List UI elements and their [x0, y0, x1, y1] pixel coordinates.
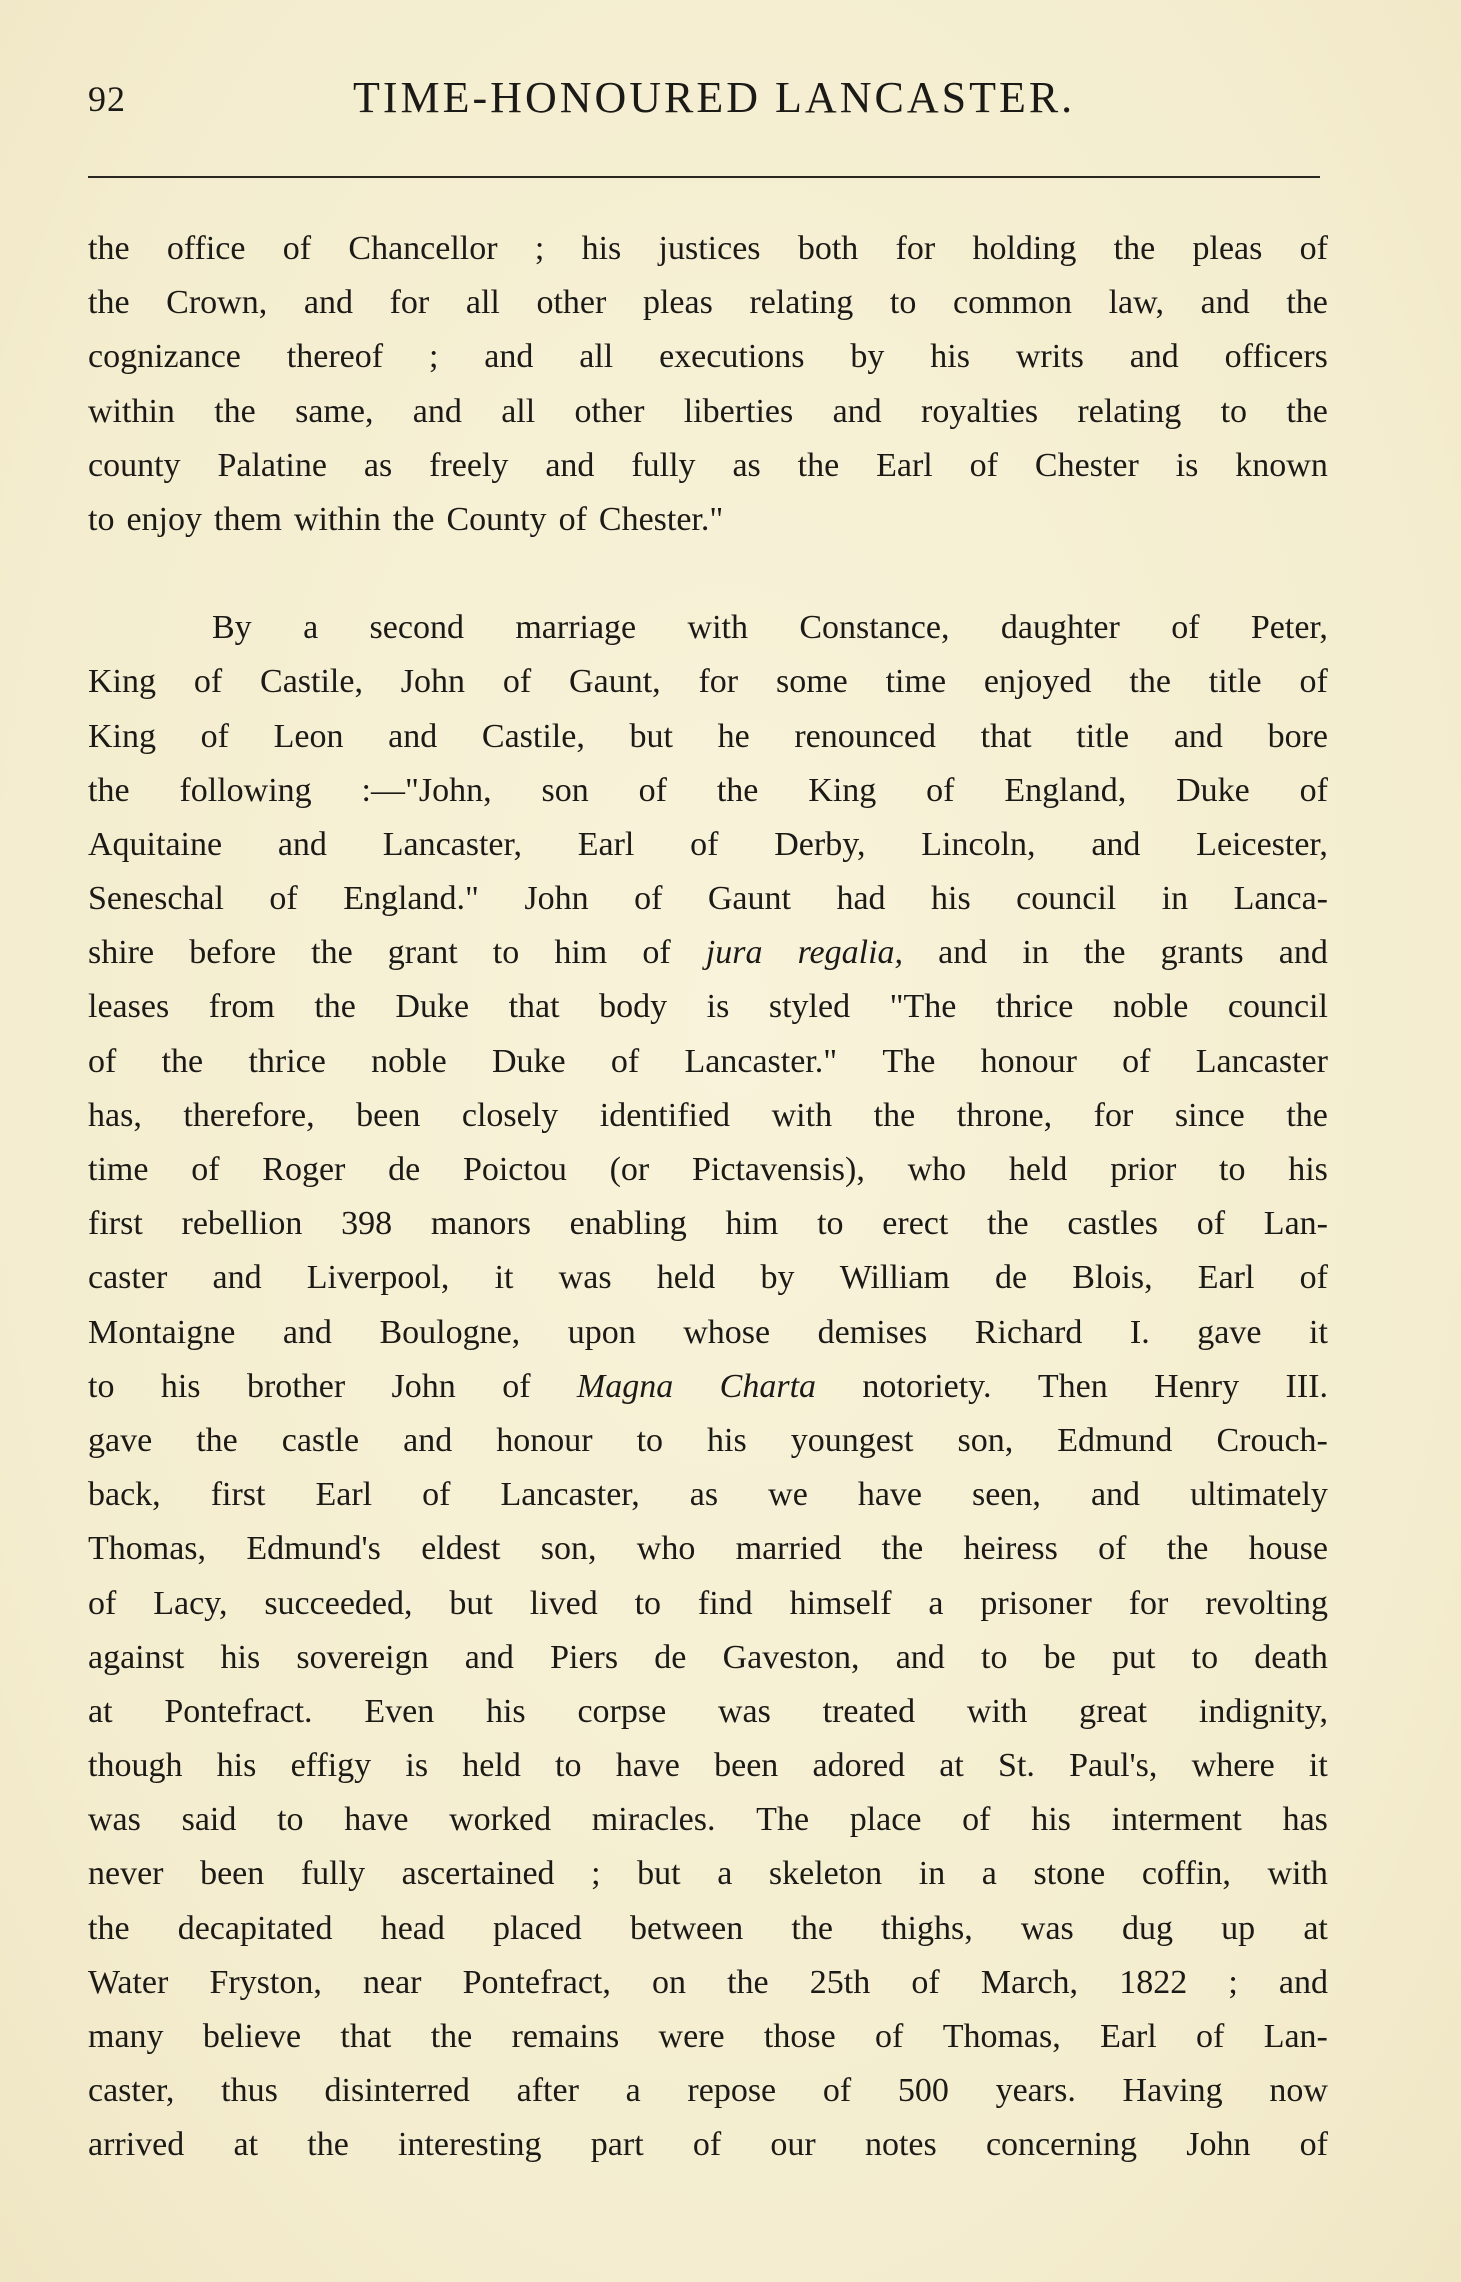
text-line: the office of Chancellor ; his justices both for holding the pleas of	[88, 230, 1328, 267]
text-line: Thomas, Edmund's eldest son, who married the heiress of the house	[88, 1530, 1328, 1568]
text-line: the decapitated head placed between the thighs, was dug up at	[88, 1909, 1328, 1947]
text-line: Montaigne and Boulogne, upon whose demises Richard I. gave it	[88, 1313, 1328, 1351]
text-line: leases from the Duke that body is styled "The thrice noble council	[88, 988, 1328, 1026]
text-line: King of Leon and Castile, but he renounced that title and bore	[88, 717, 1328, 755]
text-line: to enjoy them within the County of Chester."	[88, 500, 724, 538]
text-line: first rebellion 398 manors enabling him to erect the castles of Lan-	[88, 1205, 1328, 1243]
text-line: the Crown, and for all other pleas relating to common law, and the	[88, 284, 1328, 322]
text-line: time of Roger de Poictou (or Pictavensis), who held prior to his	[88, 1151, 1328, 1188]
header-rule	[88, 176, 1320, 178]
running-title: TIME-HONOURED LANCASTER.	[353, 73, 1076, 122]
text-line: within the same, and all other liberties and royalties relating to the	[88, 392, 1328, 430]
page-number: 92	[88, 79, 126, 119]
paragraph	[88, 601, 1328, 2172]
text-line: at Pontefract. Even his corpse was treated with great indignity,	[88, 1692, 1328, 1730]
text-line: has, therefore, been closely identified with the throne, for since the	[88, 1096, 1328, 1134]
text-line: cognizance thereof ; and all executions by his writs and officers	[88, 338, 1328, 376]
text-line: King of Castile, John of Gaunt, for some time enjoyed the title of	[88, 663, 1328, 701]
text-line: county Palatine as freely and fully as the Earl of Chester is known	[88, 446, 1328, 484]
body-text	[88, 222, 1328, 2173]
text-line: of the thrice noble Duke of Lancaster." The honour of Lancaster	[88, 1042, 1328, 1080]
text-line: caster, thus disinterred after a repose of 500 years. Having now	[88, 2072, 1328, 2110]
text-line: back, first Earl of Lancaster, as we have seen, and ultimately	[88, 1476, 1328, 1514]
text-line: the following :—"John, son of the King of England, Duke of	[88, 771, 1328, 809]
page-header	[88, 72, 1321, 132]
text-line: caster and Liverpool, it was held by William de Blois, Earl of	[88, 1259, 1328, 1297]
text-line: shire before the grant to him of jura regalia, and in the grants and	[88, 934, 1328, 972]
text-line: though his effigy is held to have been adored at St. Paul's, where it	[88, 1747, 1328, 1785]
text-line: arrived at the interesting part of our notes concerning John of	[88, 2126, 1328, 2164]
paragraph-gap	[88, 547, 1328, 601]
text-line: of Lacy, succeeded, but lived to find himself a prisoner for revolting	[88, 1584, 1328, 1622]
text-line: Aquitaine and Lancaster, Earl of Derby, Lincoln, and Leicester,	[88, 825, 1328, 863]
text-line: By a second marriage with Constance, daughter of Peter,	[212, 609, 1328, 647]
text-line: against his sovereign and Piers de Gaveston, and to be put to death	[88, 1638, 1328, 1676]
text-line: never been fully ascertained ; but a skeleton in a stone coffin, with	[88, 1855, 1328, 1893]
text-line: gave the castle and honour to his youngest son, Edmund Crouch-	[88, 1421, 1328, 1459]
text-line: Water Fryston, near Pontefract, on the 25th of March, 1822 ; and	[88, 1963, 1328, 2001]
text-line: Seneschal of England." John of Gaunt had his council in Lanca-	[88, 880, 1328, 918]
text-line: many believe that the remains were those of Thomas, Earl of Lan-	[88, 2018, 1328, 2055]
paragraph	[88, 222, 1328, 547]
text-line: to his brother John of Magna Charta notoriety. Then Henry III.	[88, 1367, 1328, 1405]
text-line: was said to have worked miracles. The place of his interment has	[88, 1801, 1328, 1839]
